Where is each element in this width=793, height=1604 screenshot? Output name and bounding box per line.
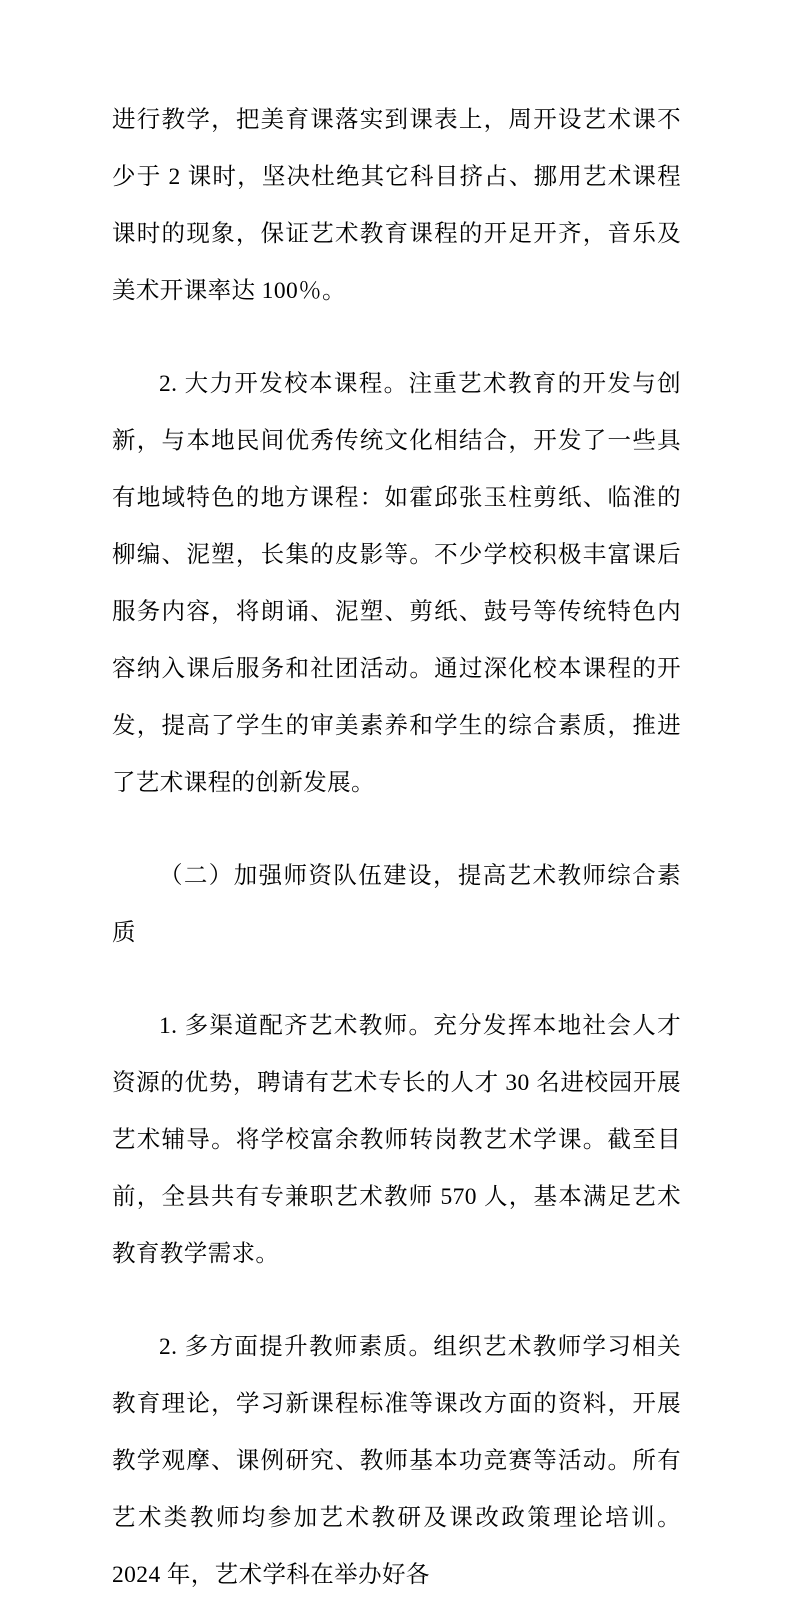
paragraph-spacer — [112, 818, 681, 848]
paragraph-teacher-recruitment: 1. 多渠道配齐艺术教师。充分发挥本地社会人才资源的优势，聘请有艺术专长的人才 30 名进校园开展艺术辅导。将学校富余教师转岗教艺术学课。截至目前，全县共有专兼职艺术教师 570 人，基本满足艺术教育教学需求。 — [112, 1013, 681, 1267]
section-heading-teacher-team: （二）加强师资队伍建设，提高艺术教师综合素质 — [112, 863, 681, 946]
paragraph-spacer — [112, 968, 681, 998]
paragraph-teacher-training: 2. 多方面提升教师素质。组织艺术教师学习相关教育理论，学习新课程标准等课改方面的资料，开展教学观摩、课例研究、教师基本功竞赛等活动。所有艺术类教师均参加艺术教研及课改政策理论培训。2024 年，艺术学科在举办好各 — [112, 1334, 681, 1588]
paragraph-continued: 进行教学，把美育课落实到课表上，周开设艺术课不少于 2 课时，坚决杜绝其它科目挤占、挪用艺术课程课时的现象，保证艺术教育课程的开足开齐，音乐及美术开课率达 100％。 — [112, 107, 681, 304]
document-body — [112, 92, 681, 1604]
paragraph-spacer — [112, 1289, 681, 1319]
paragraph-spacer — [112, 326, 681, 356]
paragraph-school-curriculum: 2. 大力开发校本课程。注重艺术教育的开发与创新，与本地民间优秀传统文化相结合，开发了一些具有地域特色的地方课程：如霍邱张玉柱剪纸、临淮的柳编、泥塑，长集的皮影等。不少学校积极丰富课后服务内容，将朗诵、泥塑、剪纸、鼓号等传统特色内容纳入课后服务和社团活动。通过深化校本课程的开发，提高了学生的审美素养和学生的综合素质，推进了艺术课程的创新发展。 — [112, 371, 681, 796]
